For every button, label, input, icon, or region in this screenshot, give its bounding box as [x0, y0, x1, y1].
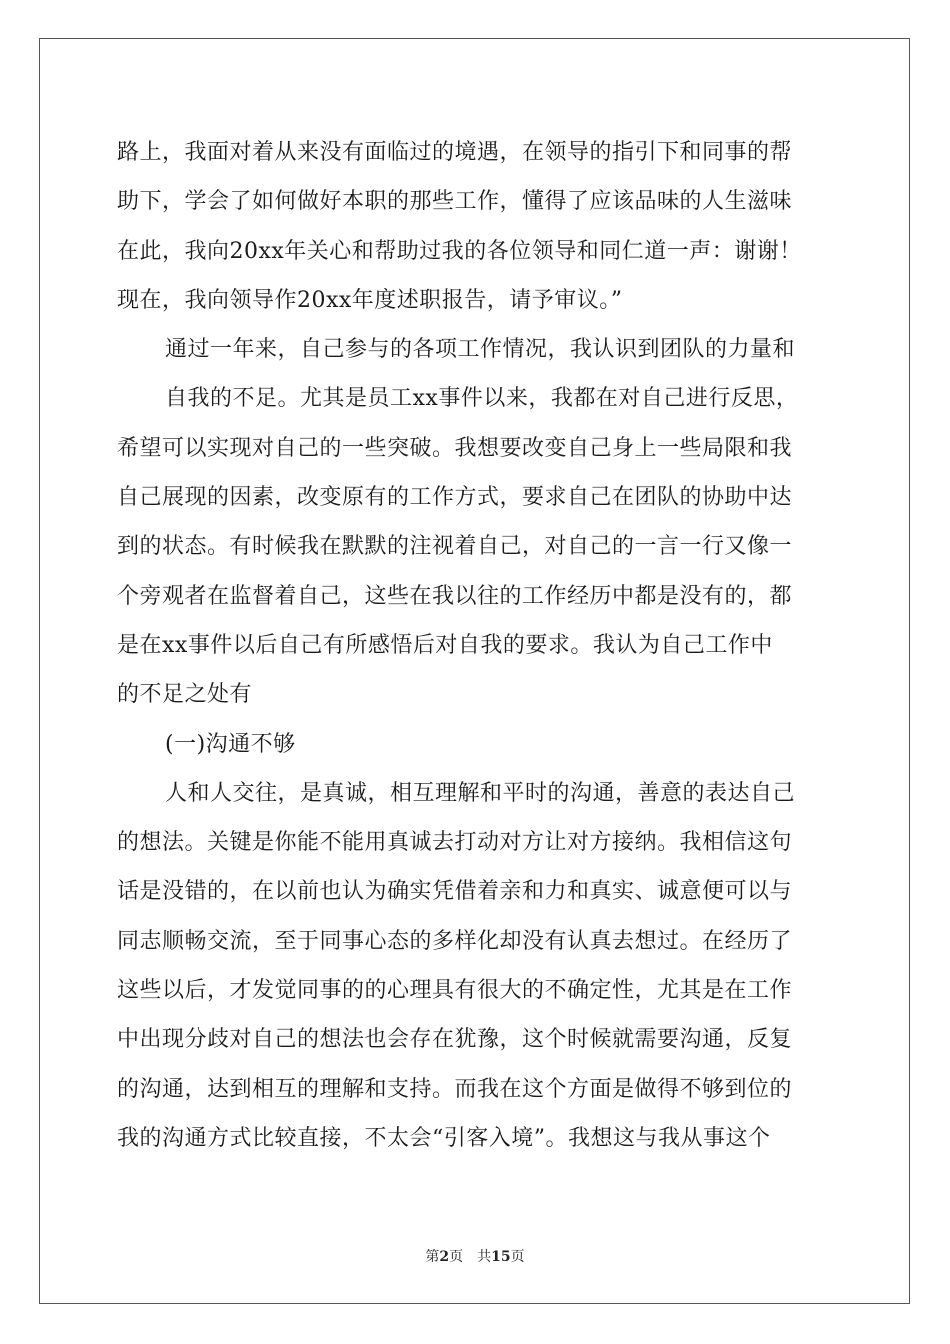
text-line-2: 助下，学会了如何做好本职的那些工作，懂得了应该品味的人生滋味	[117, 189, 793, 215]
text-line-5: 通过一年来，自己参与的各项工作情况，我认识到团队的力量和	[165, 337, 796, 363]
text-line-15: 的想法。关键是你能不能用真诚去打动对方让对方接纳。我相信这句	[117, 830, 793, 856]
text-line-21: 我的沟通方式比较直接，不太会“引客入境”。我想这与我从事这个	[117, 1125, 771, 1151]
page-footer	[0, 1246, 950, 1266]
section-heading: (一)沟通不够	[165, 731, 296, 757]
text-line-7: 希望可以实现对自己的一些突破。我想要改变自己身上一些局限和我	[117, 435, 793, 461]
page-suffix: 页	[449, 1249, 464, 1265]
document-body	[117, 128, 837, 1163]
text-line-17: 同志顺畅交流，至于同事心态的多样化却没有认真去想过。在经历了	[117, 928, 793, 954]
text-line-4: 现在，我向领导作20xx年度述职报告，请予审议。”	[117, 287, 623, 313]
text-line-20: 的沟通，达到相互的理解和支持。而我在这个方面是做得不够到位的	[117, 1076, 793, 1102]
page-total: 15	[491, 1249, 511, 1265]
text-line-6: 自我的不足。尤其是员工xx事件以来，我都在对自己进行反思，	[165, 386, 799, 412]
page-current: 2	[439, 1249, 450, 1265]
text-line-8: 自己展现的因素，改变原有的工作方式，要求自己在团队的协助中达	[117, 485, 793, 511]
page-prefix: 第	[425, 1249, 440, 1265]
total-suffix: 页	[510, 1249, 525, 1265]
text-line-12: 的不足之处有	[117, 682, 253, 708]
text-line-10: 个旁观者在监督着自己，这些在我以往的工作经历中都是没有的，都	[117, 583, 793, 609]
total-prefix: 共	[477, 1249, 492, 1265]
text-line-16: 话是没错的，在以前也认为确实凭借着亲和力和真实、诚意便可以与	[117, 879, 793, 905]
text-line-19: 中出现分歧对自己的想法也会存在犹豫，这个时候就需要沟通，反复	[117, 1027, 793, 1053]
text-line-9: 到的状态。有时候我在默默的注视着自己，对自己的一言一行又像一	[117, 534, 793, 560]
text-line-1: 路上，我面对着从来没有面临过的境遇，在领导的指引下和同事的帮	[117, 140, 793, 165]
text-line-3: 在此，我向20xx年关心和帮助过我的各位领导和同仁道一声：谢谢！	[117, 238, 802, 264]
text-line-18: 这些以后，才发觉同事的的心理具有很大的不确定性，尤其是在工作	[117, 978, 793, 1004]
text-line-11: 是在xx事件以后自己有所感悟后对自我的要求。我认为自己工作中	[117, 632, 773, 658]
text-line-14: 人和人交往，是真诚，相互理解和平时的沟通，善意的表达自己	[165, 780, 796, 806]
